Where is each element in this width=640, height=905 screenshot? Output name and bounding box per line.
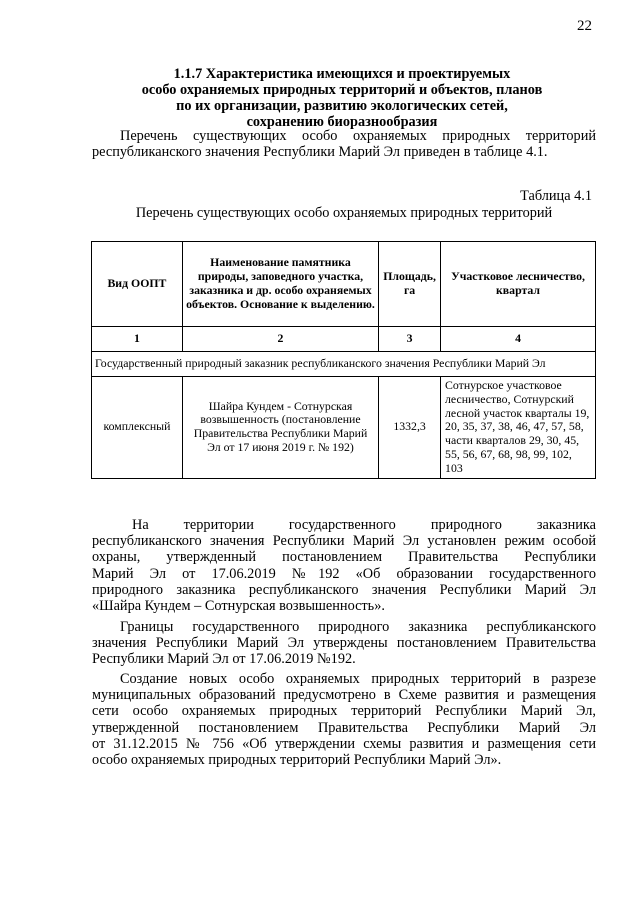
column-number: 3 — [379, 327, 441, 352]
heading-line: особо охраняемых природных территорий и объектов, планов — [141, 82, 543, 98]
section-heading — [90, 66, 594, 130]
text-line: «Шайра Кундем – Сотнурская возвышенность». — [92, 598, 385, 615]
column-number: 1 — [92, 327, 183, 352]
table-row — [92, 377, 596, 479]
text-line: муниципальных образований предусмотрено в Схеме развития и размещения — [92, 687, 596, 704]
table-header-row — [92, 242, 596, 327]
paragraph-new-areas — [92, 671, 596, 768]
header-area: Площадь, га — [379, 242, 441, 327]
text-line: Границы государственного природного заказника республиканского — [120, 619, 596, 635]
cell-forestry: Сотнурское участковое лесничество, Сотнурский лесной участок кварталы 19, 20, 35, 37, 38, 46, 47, 57, 58, части кварталов 29, 30, 45, 55, 56, 67, 68, 98, 99, 102, 103 — [441, 377, 596, 479]
cell-area: 1332,3 — [379, 377, 441, 479]
protected-areas-table — [91, 241, 596, 479]
heading-line: сохранению биоразнообразия — [246, 114, 438, 130]
text-line: охраны, утвержденный постановлением Правительства Республики — [92, 549, 596, 566]
header-type: Вид ООПТ — [92, 242, 183, 327]
group-title-row — [92, 352, 596, 377]
header-forestry: Участковое лесничество, квартал — [441, 242, 596, 327]
cell-name: Шайра Кундем - Сотнурская возвышенность (постановление Правительства Республики Марий Эл от 17 июня 2019 г. № 192) — [182, 377, 378, 479]
column-number-row — [92, 327, 596, 352]
page-number: 22 — [577, 18, 592, 34]
column-number: 4 — [441, 327, 596, 352]
paragraph-boundaries — [92, 619, 596, 668]
text-line: природного заказника республиканского значения Республики Марий Эл — [92, 581, 596, 598]
text-line: Перечень существующих особо охраняемых природных территорий — [120, 128, 596, 144]
column-number: 2 — [182, 327, 378, 352]
text-line: сети особо охраняемых природных территорий Республики Марий Эл, — [92, 703, 596, 720]
text-line: особо охраняемых природных территорий Республики Марий Эл». — [92, 752, 502, 769]
heading-line: 1.1.7 Характеристика имеющихся и проектируемых — [173, 66, 511, 82]
text-line: значения Республики Марий Эл утверждены постановлением Правительства — [92, 635, 596, 652]
cell-type: комплексный — [92, 377, 183, 479]
table-title: Перечень существующих особо охраняемых природных территорий — [135, 205, 553, 221]
text-line: от 31.12.2015 № 756 «Об утверждении схемы развития и размещения сети — [92, 735, 596, 752]
table-label: Таблица 4.1 — [520, 188, 592, 204]
text-line: республиканского значения Республики Марий Эл установлен режим особой — [92, 533, 596, 550]
text-line: Марий Эл от 17.06.2019 №192 «Об образовании государственного — [92, 565, 596, 582]
text-line: Создание новых особо охраняемых природных территорий в разрезе — [120, 671, 596, 687]
intro-paragraph — [92, 128, 596, 160]
paragraph-regime — [92, 517, 596, 614]
text-line: На территории государственного природного заказника — [132, 517, 596, 533]
text-line: республиканского значения Республики Марий Эл приведен в таблице 4.1. — [92, 144, 548, 161]
text-line: утвержденной постановлением Правительства Республики Марий Эл — [92, 719, 596, 736]
heading-line: по их организации, развитию экологических сетей, — [176, 98, 508, 114]
group-title: Государственный природный заказник республиканского значения Республики Марий Эл — [92, 352, 596, 377]
text-line: Республики Марий Эл от 17.06.2019 №192. — [92, 651, 356, 668]
header-name: Наименование памятника природы, заповедного участка, заказника и др. особо охраняемых объектов. Основание к выделению. — [182, 242, 378, 327]
